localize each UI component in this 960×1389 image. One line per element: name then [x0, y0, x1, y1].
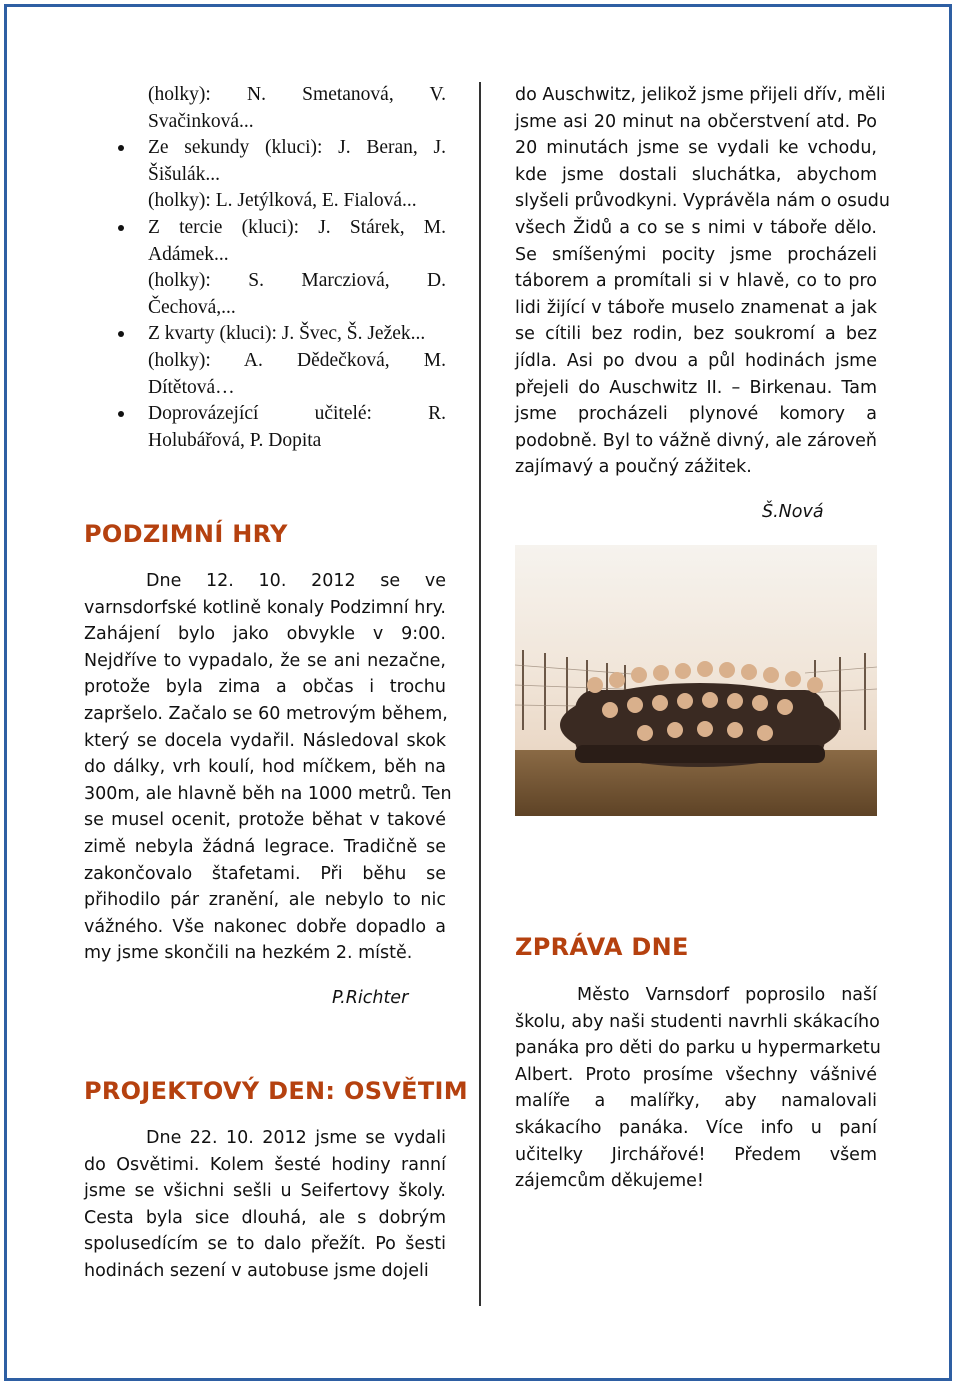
osvetim-continued-text [515, 82, 890, 481]
list-line [148, 215, 446, 242]
list-line-text: Z tercie (kluci): J. Stárek, M. [148, 216, 446, 238]
text-line: 20 minutách jsme se vydali ke vchodu, [515, 138, 877, 159]
heading-zprava-dne: ZPRÁVA DNE [515, 933, 689, 961]
list-line [148, 348, 446, 375]
list-line [148, 109, 446, 136]
text-line: slyšeli průvodkyni. Vyprávěla nám o osudu [515, 191, 890, 212]
text-line: podobně. Byl to vážně divný, ale zároveň [515, 430, 877, 451]
list-line-text: Ze sekundy (kluci): J. Beran, J. [148, 137, 446, 159]
text-line: jsme procházeli plynové komory a [515, 404, 877, 425]
participants-list [148, 82, 446, 454]
list-line [148, 375, 446, 402]
text-line: všech Židů a co se s nimi v táboře dělo. [515, 217, 877, 238]
text-line: varnsdorfské kotlině konaly Podzimní hry. [84, 597, 446, 618]
text-line: panáka pro děti do parku u hypermarketu [515, 1038, 881, 1059]
list-line-text: Svačinková... [148, 110, 254, 132]
text-line: jsme asi 20 minut na občerstvení atd. Po [515, 111, 877, 132]
list-line [148, 268, 446, 295]
text-line: Se smíšenými pocity jsme procházeli [515, 244, 877, 265]
signature-nova: Š.Nová [762, 502, 824, 522]
text-line: zimě nebyla žádná legrace. Tradičně se [84, 836, 446, 857]
text-line: jídla. Asi po dvou a půl hodinách jsme [515, 350, 877, 371]
text-line: Dne 12. 10. 2012 se ve [146, 571, 446, 591]
heading-podzimni-hry: PODZIMNÍ HRY [84, 520, 288, 548]
text-line: školu, aby naši studenti navrhli skákacího [515, 1011, 880, 1032]
text-line: skákacího panáka. Více info u paní [515, 1117, 877, 1138]
text-line: spolusedícím se to dalo přežít. Po šesti [84, 1234, 446, 1255]
text-line: malíře a malířky, aby namalovali [515, 1091, 877, 1112]
text-line: učitelky Jirchářové! Předem všem [515, 1144, 877, 1165]
column-divider [479, 82, 481, 1306]
list-line-text: Z kvarty (kluci): J. Švec, Š. Ježek... [148, 323, 426, 345]
text-line: přihodilo pár zranění, ale nebylo to nic [84, 890, 446, 911]
text-line: zajímavý a poučný zážitek. [515, 457, 752, 478]
text-line: do Auschwitz, jelikož jsme přijeli dřív, měli [515, 85, 886, 105]
text-line: se musel ocenit, protože běhat v takové [84, 810, 446, 831]
text-line: vážného. Vše nakonec dobře dopadlo a [84, 916, 446, 937]
zprava-dne-text [515, 982, 881, 1195]
text-line: táborem a promítali si v hlavě, co to pro [515, 271, 877, 292]
text-line: kde jsme dostali sluchátka, abychom [515, 164, 877, 185]
text-line: do Osvětimi. Kolem šesté hodiny ranní [84, 1154, 446, 1175]
text-line: 300m, ale hlavně běh na 1000 metrů. Ten [84, 783, 452, 804]
list-line [148, 135, 446, 162]
list-line-text: Adámek... [148, 243, 229, 265]
list-line [148, 82, 446, 109]
text-line: protože byla zima a občas i trochu [84, 677, 446, 698]
list-line-text: (holky): N. Smetanová, V. [148, 84, 446, 105]
text-line: zakončovalo štafetami. Při běhu se [84, 863, 446, 884]
podzimni-hry-text [84, 568, 452, 967]
signature-richter: P.Richter [332, 988, 409, 1008]
text-line: Dne 22. 10. 2012 jsme se vydali [146, 1128, 446, 1148]
list-line-text: Doprovázející učitelé: R. [148, 403, 446, 425]
text-line: Cesta byla sice dlouhá, ale s dobrým [84, 1207, 446, 1228]
list-line [148, 401, 446, 428]
list-line [148, 321, 446, 348]
list-line [148, 162, 446, 189]
text-line: do dálky, vrh koulí, hod míčkem, běh na [84, 757, 446, 778]
text-line: Albert. Proto prosíme všechny vášnivé [515, 1064, 877, 1085]
list-line [148, 295, 446, 322]
list-line-text: (holky): S. Marcziová, D. [148, 270, 446, 292]
text-line: Město Varnsdorf poprosilo naší [577, 985, 877, 1005]
list-line [148, 428, 446, 455]
text-line: se cítili bez rodin, bez soukromí a bez [515, 324, 877, 345]
text-line: zapršelo. Začalo se 60 metrovým během, [84, 703, 448, 724]
list-line-text: (holky): A. Dědečková, M. [148, 349, 446, 371]
text-line: my jsme skončili na hezkém 2. místě. [84, 943, 413, 964]
list-line [148, 242, 446, 269]
list-line-text: Čechová,... [148, 296, 236, 318]
projektovy-den-text [84, 1125, 446, 1285]
text-line: jsme se všichni sešli u Seifertovy školy. [84, 1181, 446, 1202]
list-line-text: Holubářová, P. Dopita [148, 429, 322, 451]
list-line-text: (holky): L. Jetýlková, E. Fialová... [148, 190, 417, 212]
heading-projektovy-den: PROJEKTOVÝ DEN: OSVĚTIM [84, 1077, 468, 1105]
text-line: hodinách sezení v autobuse jsme dojeli [84, 1260, 429, 1281]
text-line: přejeli do Auschwitz II. – Birkenau. Tam [515, 377, 877, 398]
list-line [148, 188, 446, 215]
text-line: který se docela vydařil. Následoval skok [84, 730, 446, 751]
text-line: lidi žijící v táboře muselo znamenat a jak [515, 297, 877, 318]
list-line-text: Šišulák... [148, 163, 221, 185]
text-line: zájemcům děkujeme! [515, 1171, 704, 1192]
bullet-icon [118, 225, 124, 231]
list-line-text: Dítětová… [148, 376, 235, 398]
group-photo [515, 545, 877, 816]
text-line: Zahájení bylo jako obvykle v 9:00. [84, 624, 446, 645]
group-photo-illustration [515, 545, 877, 816]
text-line: Nejdříve to vypadalo, že se ani nezačne, [84, 650, 446, 671]
